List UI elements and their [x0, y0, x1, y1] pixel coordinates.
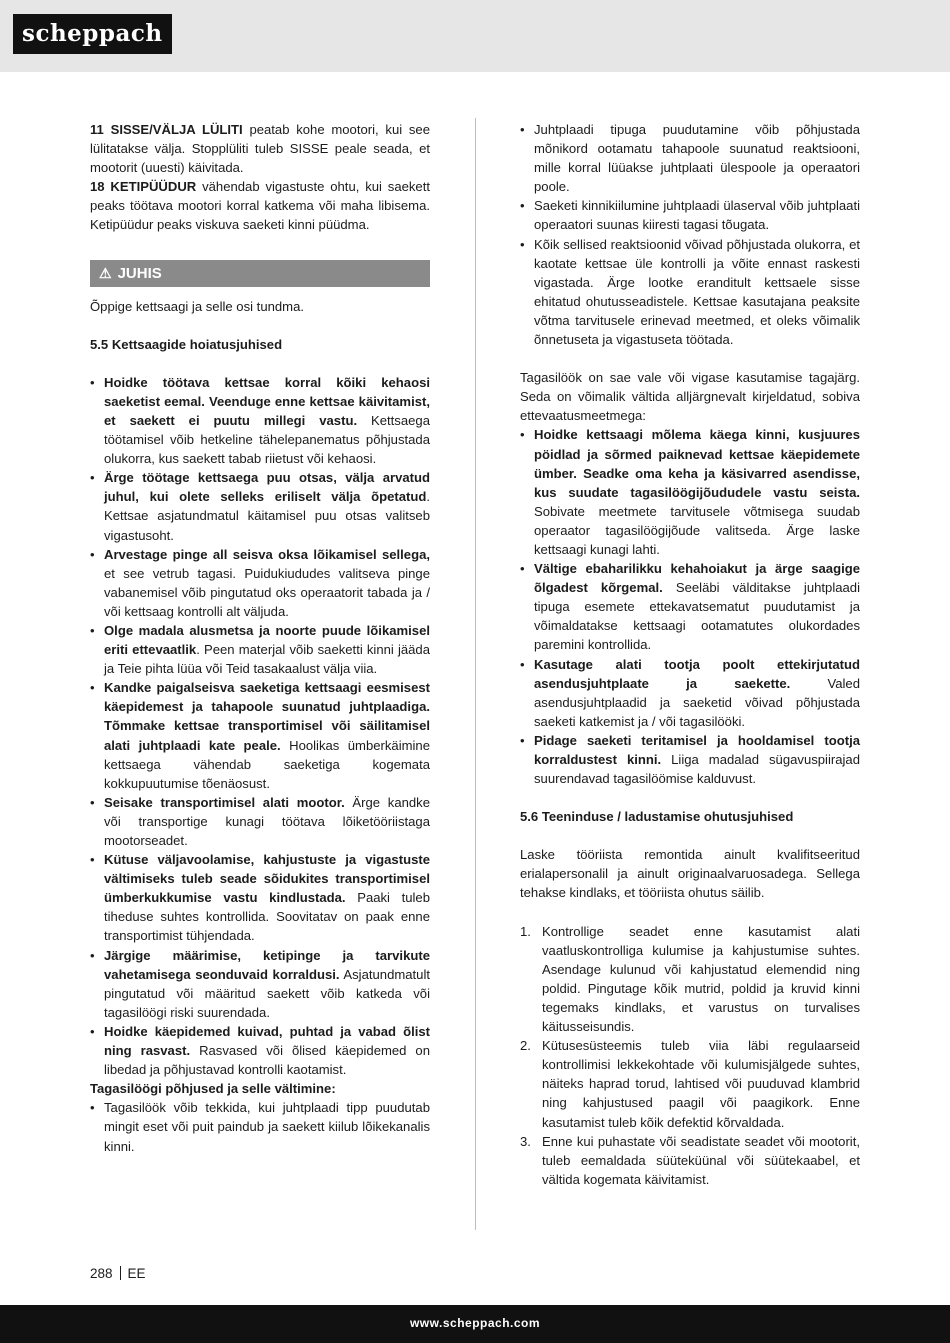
page-number: 288 [90, 1266, 113, 1281]
bottom-bar [0, 1305, 950, 1343]
list-item: • Kütuse väljavoolamise, kahjustuste ja vigastuste vältimiseks tuleb seade sõidukites transportimisel ümberkukkumise vastu kindlustada. Paaki tuleb tiheduse suhtes kontrollida. Soovitatav on paak enne transportimist tühjendada. [90, 850, 430, 945]
kickback-list [90, 1098, 430, 1155]
list-item: 2. Kütusesüsteemis tuleb viia läbi regulaarseid kontrollimisi lekkekohtade või kulumisjälgede suhtes, näiteks haprad torud, lahtised või puuduvad klambrid ning kahjustused paagil või paagikork. Enne kasutamist tuleb kõik defektid kõrvaldada. [520, 1038, 860, 1130]
page-footer [90, 1265, 146, 1283]
list-item: • Olge madala alusmetsa ja noorte puude lõikamisel eriti ettevaatlik. Peen materjal võib saeketti kinni jääda ja Teie pihta lüüa või Teid tasakaalust välja viia. [90, 621, 430, 678]
kickback-intro: Tagasilöök on sae vale või vigase kasutamise tagajärg. Seda on võimalik vältida alljärgnevalt kirjeldatud, sobiva ettevaatusmeetmega: [520, 370, 860, 424]
header-bar [0, 0, 950, 72]
warning-icon: ⚠ [99, 264, 112, 281]
list-item: • Ärge töötage kettsaega puu otsas, välja arvatud juhul, kui olete selleks eriliselt välja õpetatud. Kettsae asjatundmatul käitamisel puu otsas valitseb vigastusoht. [90, 468, 430, 544]
list-item: • Kandke paigalseisva saeketiga kettsaagi eesmisest käepidemest ja tahapoole suunatud juhtplaadiga. Tõmmake kettsae transportimisel või säilitamisel alati juhtplaadi kate peale. Hoolikas ümberkäimine kettsaega vähendab saeketiga kogemata kokkupuutumise tõenäosust. [90, 678, 430, 793]
paragraph-on-off-switch: 11 SISSE/VÄLJA LÜLITI peatab kohe mootori, kui see lülitatakse välja. Stopplüliti tuleb SISSE peale seada, et mootorit (uuesti) käivitada. [90, 122, 430, 176]
list-item: • Kasutage alati tootja poolt ettekirjutatud asendusjuhtplaate ja saekette. Valed asendusjuhtplaadid ja saeketid võivad põhjustada saeketi katkemist ja / või tagasilööki. [520, 655, 860, 731]
list-item: • Kõik sellised reaktsioonid võivad põhjustada olukorra, et kaotate kettsae üle kontrolli ja võite ennast raskesti vigastada. Ärge lootke eranditult kettsaele sisse ehitatud ohutusseadistele. Kettsae kasutajana peaksite võtma tarvitusele erinevad meetmed, et oleks võimalik õnnetuseta ja vigastuseta töötada. [520, 235, 860, 350]
list-item: • Juhtplaadi tipuga puudutamine võib põhjustada mõnikord ootamatu tahapoole suunatud reaktsiooni, mille korral lüüakse juhtplaati ülespoole ja operaatori poole. [520, 120, 860, 196]
kickback-title: Tagasilöögi põhjused ja selle vältimine: [90, 1081, 336, 1097]
column-divider [475, 118, 476, 1230]
list-item: • Seisake transportimisel alati mootor. Ärge kandke või transportige kunagi töötava lõiketööriistaga mootorseadet. [90, 793, 430, 850]
list-item: • Pidage saeketi teritamisel ja hooldamisel tootja korraldustest kinni. Liiga madalad sügavuspiirajad suurendavad tagasilöömise kalduvust. [520, 731, 860, 788]
list-item: • Saeketi kinnikiilumine juhtplaadi ülaserval võib juhtplaati operaatori suunas kiiresti tagasi tõugata. [520, 196, 860, 234]
note-title: JUHIS [117, 264, 162, 282]
kickback-prevention-list [520, 425, 860, 788]
scheppach-logo: scheppach [13, 14, 172, 54]
warning-list [90, 373, 430, 1079]
left-column [90, 120, 430, 1156]
section-title-5-6: 5.6 Teeninduse / ladustamise ohutusjuhised [520, 809, 794, 825]
note-text: Õppige kettsaagi ja selle osi tundma. [90, 298, 304, 314]
section-title-5-5: 5.5 Kettsaagide hoiatusjuhised [90, 336, 283, 352]
right-column [520, 120, 860, 1189]
list-item: • Hoidke käepidemed kuivad, puhtad ja vabad õlist ning rasvast. Rasvased või õlised käepidemed on libedad ja põhjustavad kontrolli kaotamist. [90, 1022, 430, 1079]
list-item: 3. Enne kui puhastate või seadistate seadet või mootorit, tuleb eemaldada süüteküünal või süütekaabel, et vältida kogemata käivitamist. [520, 1133, 860, 1187]
website-url: www.scheppach.com [409, 1316, 541, 1330]
paragraph-chain-catcher: 18 KETIPÜÜDUR vähendab vigastuste ohtu, kui saekett peaks töötava mootori korral katkema või maha libisema. Ketipüüdur peaks viskuva saeketi kinni püüdma. [90, 179, 430, 233]
service-steps [520, 922, 860, 1189]
list-item: • Tagasilöök võib tekkida, kui juhtplaadi tipp puudutab mingit eset või puit paindub ja saekett kiilub lõikekanalis kinni. [90, 1098, 430, 1155]
list-item: • Hoidke kettsaagi mõlema käega kinni, kusjuures pöidlad ja sõrmed paiknevad kettsae käepidemete ümber. Seadke oma keha ja käsivarred asendisse, kus suudate tagasilöögijõududele vastu seista. Sobivate meetmete tarvitusele võtmisega suudab operaator tagasilöögijõude valitseda. Ärge laske kettsaagi kunagi lahti. [520, 425, 860, 559]
list-item: • Vältige ebaharilikku kehahoiakut ja ärge saagige õlgadest kõrgemal. Seeläbi välditakse juhtplaadi tipuga esemete ettekavatsematut puudutamist ja võimaldatakse kettsaagi ootamatutes olukordades paremini kontrollida. [520, 559, 860, 654]
language-code: EE [127, 1266, 146, 1281]
list-item: • Arvestage pinge all seisva oksa lõikamisel sellega, et see vetrub tagasi. Puidukiududes valitseva pinge vabanemisel võib pingutatud oks operaatorit tabada ja / või kettsaag kontrolli alt väljuda. [90, 545, 430, 621]
list-item: • Järgige määrimise, ketipinge ja tarvikute vahetamisega seonduvaid korraldusi. Asjatundmatult pingutatud või määritud saekett võib katkeda või tagasilöögi riski suurendada. [90, 946, 430, 1022]
kickback-list-continued [520, 120, 860, 349]
list-item: 1. Kontrollige seadet enne kasutamist alati vaatluskontrolliga kulumise ja kahjustumise suhtes. Asendage kulunud või kahjustatud elemendid ning poldid. Pingutage kõik mutrid, poldid ja kruvid kinni tegemaks kindlaks, et varustus on turvalises käitusseisundis. [520, 923, 860, 1035]
note-banner [90, 260, 430, 287]
list-item: • Hoidke töötava kettsae korral kõiki kehaosi saeketist eemal. Veenduge enne kettsae käivitamist, et saekett ei puutu millegi vastu. Kettsaega töötamisel võib hetkeline tähelepanematus põhjustada olukorra, kus saekett tabab riietust või kehaosi. [90, 373, 430, 468]
service-intro: Laske tööriista remontida ainult kvalifitseeritud erialapersonalil ja ainult originaalvaruosadega. Sellega tehakse kindlaks, et tööriista ohutus säilib. [520, 847, 860, 901]
